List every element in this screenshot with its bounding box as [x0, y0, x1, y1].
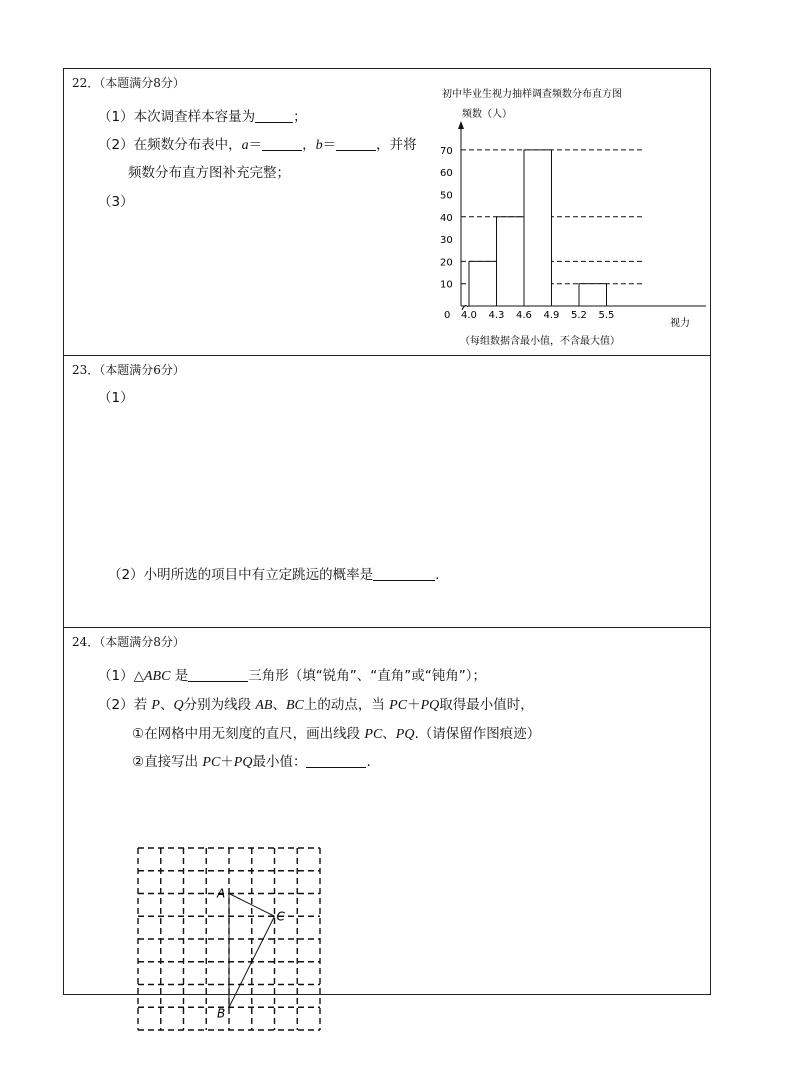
y-tick-60: 60 [440, 168, 453, 180]
q22-blank-sample-size[interactable] [255, 110, 293, 123]
q24-header: 24．（本题满分8分） [72, 635, 185, 649]
q24-part2: （2）若 P、Q分别为线段 AB、BC上的动点，当 PC＋PQ取得最小值时， [98, 697, 534, 713]
x-tick-4.3: 4.3 [488, 310, 505, 321]
q22-blank-b[interactable] [336, 138, 376, 151]
q24-step2: ②直接写出 PC＋PQ最小值： . [132, 754, 371, 770]
chart-title: 初中毕业生视力抽样调查频数分布直方图 [442, 89, 622, 100]
x-tick-4.0: 4.0 [461, 310, 477, 321]
q23-part1: （1） [98, 390, 134, 406]
x-tick-labels [461, 310, 614, 321]
origin-label: 0 [444, 310, 451, 321]
bar-4.3-4.6 [497, 217, 525, 306]
histogram-bars [469, 150, 607, 306]
question-24 [64, 628, 710, 1021]
q24-blank-min-value[interactable] [306, 755, 366, 768]
y-tick-10: 10 [440, 279, 453, 291]
histogram-chart[interactable] [426, 81, 706, 353]
y-tick-50: 50 [440, 190, 453, 202]
question-22 [64, 69, 710, 356]
point-a-label: A [217, 886, 226, 901]
y-tick-40: 40 [440, 212, 453, 224]
q24-part1: （1）△ABC 是 三角形（填“锐角”、“直角”或“钝角”）； [98, 668, 486, 684]
q22-header: 22．（本题满分8分） [72, 76, 185, 90]
question-23 [64, 356, 710, 628]
point-b-label: B [217, 1006, 226, 1021]
bar-4-4.3 [469, 261, 497, 306]
y-tick-70: 70 [440, 145, 453, 157]
q24-step1: ①在网格中用无刻度的直尺，画出线段 PC、PQ.（请保留作图痕迹） [132, 726, 541, 742]
y-tick-labels [440, 146, 453, 291]
geometry-grid[interactable] [136, 846, 336, 1046]
q23-part2: （2）小明所选的项目中有立定跳远的概率是 . [108, 567, 440, 583]
y-axis-label: 频数（人） [462, 109, 512, 120]
q22-part2-line2: 频数分布直方图补充完整； [128, 165, 290, 181]
x-tick-4.6: 4.6 [516, 310, 532, 321]
q22-part2: （2）在频数分布表中，a＝ ，b＝ ，并将 [98, 137, 417, 153]
y-tick-20: 20 [440, 257, 453, 269]
q23-blank-probability[interactable] [373, 568, 435, 581]
x-tick-5.5: 5.5 [598, 310, 615, 321]
q22-part1: （1）本次调查样本容量为 ； [98, 109, 307, 125]
bar-4.6-4.9 [524, 150, 552, 306]
q24-blank-triangle-type[interactable] [188, 669, 248, 682]
point-c-label: C [276, 909, 285, 924]
y-tick-30: 30 [440, 235, 453, 247]
x-tick-4.9: 4.9 [543, 310, 560, 321]
bar-5.2-5.5 [579, 284, 607, 306]
x-tick-5.2: 5.2 [571, 310, 587, 321]
answer-sheet [63, 68, 711, 1021]
q22-part3: （3） [98, 194, 134, 210]
x-axis-label: 视力 [670, 318, 690, 329]
q22-blank-a[interactable] [262, 138, 302, 151]
chart-caption: （每组数据含最小值，不含最大值） [460, 336, 620, 347]
q23-header: 23．（本题满分6分） [72, 363, 185, 377]
y-axis-arrow-icon [458, 121, 464, 129]
